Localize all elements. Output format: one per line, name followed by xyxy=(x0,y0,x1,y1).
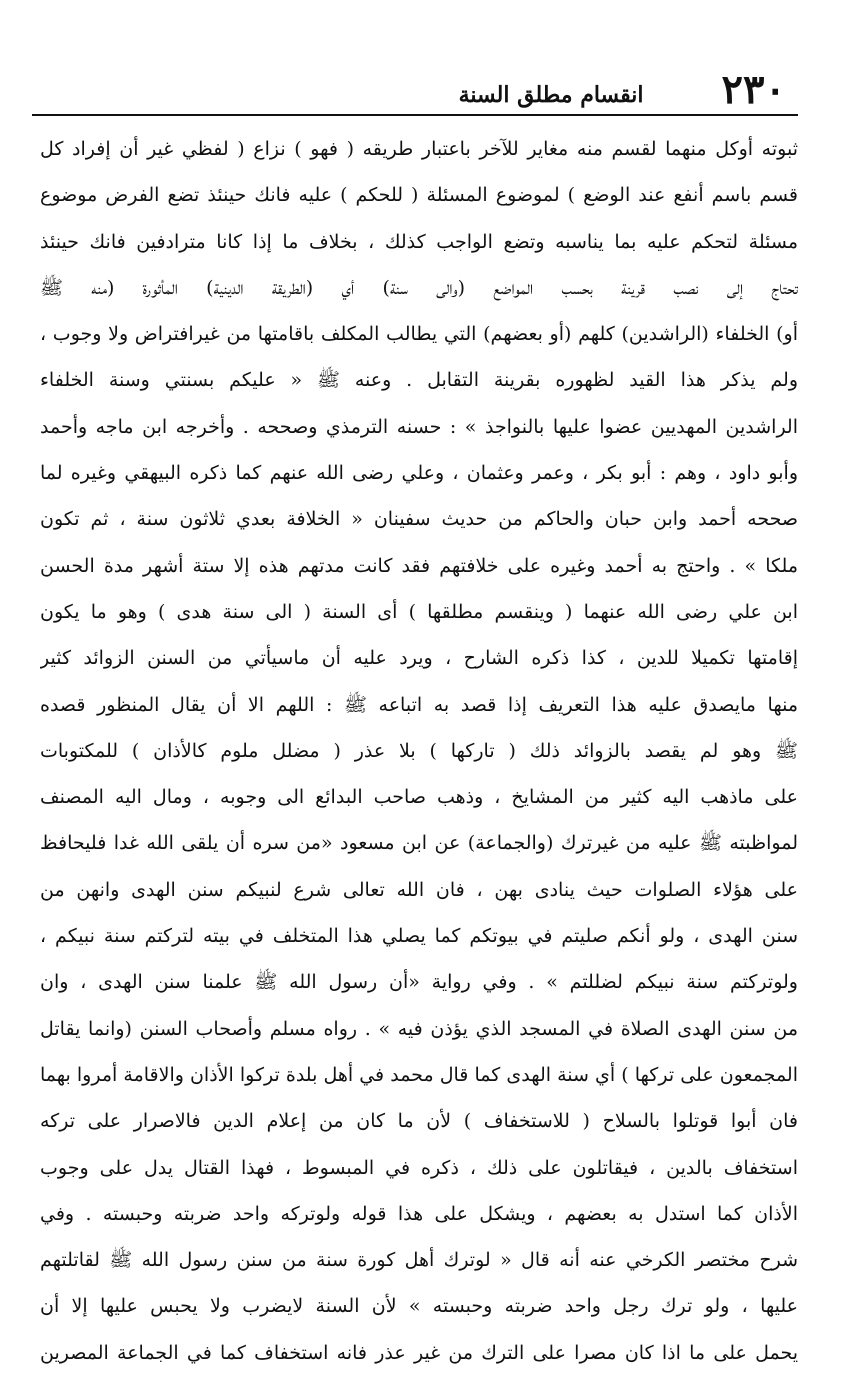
text-line: قسم باسم أنفع عند الوضع ) لموضوع المسئلة ( للحكم ) عليه فانك حينئذ تضع الفرض موضوع xyxy=(40,184,798,207)
text-line: ملكا » . واحتج به أحمد وغيره على خلافتهم فقد كانت مدتهم هذه إلا ستة أشهر مدة الحسن xyxy=(40,554,798,577)
text-line: على ماذهب اليه كثير من المشايخ ، وذهب صاحب البدائع الى وجوبه ، ومال اليه المصنف xyxy=(40,786,798,809)
page-number: ٢٣٠ xyxy=(721,66,786,113)
text-line: ولم يذكر هذا القيد لظهوره بقرينة التقابل . وعنه ﷺ « عليكم بسنتي وسنة الخلفاء xyxy=(40,369,798,392)
text-line: يحمل على ما اذا كان مصرا على الترك من غير عذر فانه استخفاف كما في الجماعة المصرين xyxy=(40,1341,798,1364)
text-line: استخفاف بالدين ، فيقاتلون على ذلك ، ذكره في المبسوط ، فهذا القتال يدل على وجوب xyxy=(40,1156,798,1179)
text-line: على هؤلاء الصلوات حيث ينادى بهن ، فان الله تعالى شرع لنبيكم سنن الهدى وانهن من xyxy=(40,878,798,901)
text-line: فان أبوا قوتلوا بالسلاح ( للاستخفاف ) لأن ما كان من إعلام الدين فالاصرار على تركه xyxy=(40,1110,798,1133)
text-line: لمواظبته ﷺ عليه من غيرترك (والجماعة) عن ابن مسعود «من سره أن يلقى الله غدا فليحافظ xyxy=(40,832,798,855)
page-header xyxy=(32,66,798,113)
text-line: مسئلة لتحكم عليه بما يناسبه وتضع الواجب كذلك ، بخلاف ما إذا كانا مترادفين فانك حينئذ xyxy=(40,230,798,253)
text-line: شرح مختصر الكرخي عنه أنه قال « لوترك أهل كورة سنة من سنن رسول الله ﷺ لقاتلتهم xyxy=(40,1249,798,1272)
text-line: الأذان كما استدل به بعضهم ، ويشكل على هذا قوله ولوتركه واحد ضربته وحبسته . وفي xyxy=(40,1202,798,1225)
text-line: من سنن الهدى الصلاة في المسجد الذي يؤذن فيه » . رواه مسلم وأصحاب السنن (وانما يقاتل xyxy=(40,1017,798,1040)
text-line: وأبو داود ، وهم : أبو بكر ، وعمر وعثمان ، وعلي رضى الله عنهم كما ذكره البيهقي وغيره لما xyxy=(40,462,798,485)
text-line: تحتاج إلى نصب قرينة بحسب المواضع (والى سنة) أي (الطريقة الدينية) المأثورة (منه ﷺ xyxy=(40,276,798,299)
text-line: أو) الخلفاء (الراشدين) كلهم (أو بعضهم) التي يطالب المكلف باقامتها من غيرافتراض ولا وجوب ، xyxy=(40,323,798,346)
text-line: منها مايصدق عليه هذا التعريف إذا قصد به اتباعه ﷺ : اللهم الا أن يقال المنظور قصده xyxy=(40,693,798,716)
text-line: سنن الهدى ، ولو أنكم صليتم في بيوتكم كما يصلي هذا المتخلف في بيته لتركتم سنة نبيكم ، xyxy=(40,925,798,948)
text-line: ثبوته أوكل منهما لقسم منه مغاير للآخر باعتبار طريقه ( فهو ) نزاع ( لفظي غير أن إفراد كل xyxy=(40,138,798,160)
text-line: صححه أحمد وابن حبان والحاكم من حديث سفينان « الخلافة بعدي ثلاثون سنة ، ثم تكون xyxy=(40,508,798,531)
text-line: عليها ، ولو ترك رجل واحد ضربته وحبسته » لأن السنة لايضرب ولا يحبس عليها إلا أن xyxy=(40,1295,798,1318)
page-body xyxy=(40,126,798,1376)
text-line: الراشدين المهديين عضوا عليها بالنواجذ » : حسنه الترمذي وصححه . وأخرجه ابن ماجه وأحمد xyxy=(40,415,798,438)
text-line: إقامتها تكميلا للدين ، كذا ذكره الشارح ، ويرد عليه أن ماسيأتي من السنن الزوائد كثير xyxy=(40,647,798,670)
text-line: المجمعون على تركها ) أي سنة الهدى كما قال محمد في أهل بلدة تركوا الأذان والاقامة أمروا بهما xyxy=(40,1063,798,1086)
text-line: ﷺ وهو لم يقصد بالزوائد ذلك ( تاركها ) بلا عذر ( مضلل ملوم كالأذان ) للمكتوبات xyxy=(40,739,798,762)
header-rule xyxy=(32,114,798,116)
running-title: انقسام مطلق السنة xyxy=(458,82,644,108)
text-line: ابن علي رضى الله عنهما ( وينقسم مطلقها ) أى السنة ( الى سنة هدى ) وهو ما يكون xyxy=(40,600,798,623)
text-line: ولوتركتم سنة نبيكم لضللتم » . وفي رواية «أن رسول الله ﷺ علمنا سنن الهدى ، وان xyxy=(40,971,798,994)
